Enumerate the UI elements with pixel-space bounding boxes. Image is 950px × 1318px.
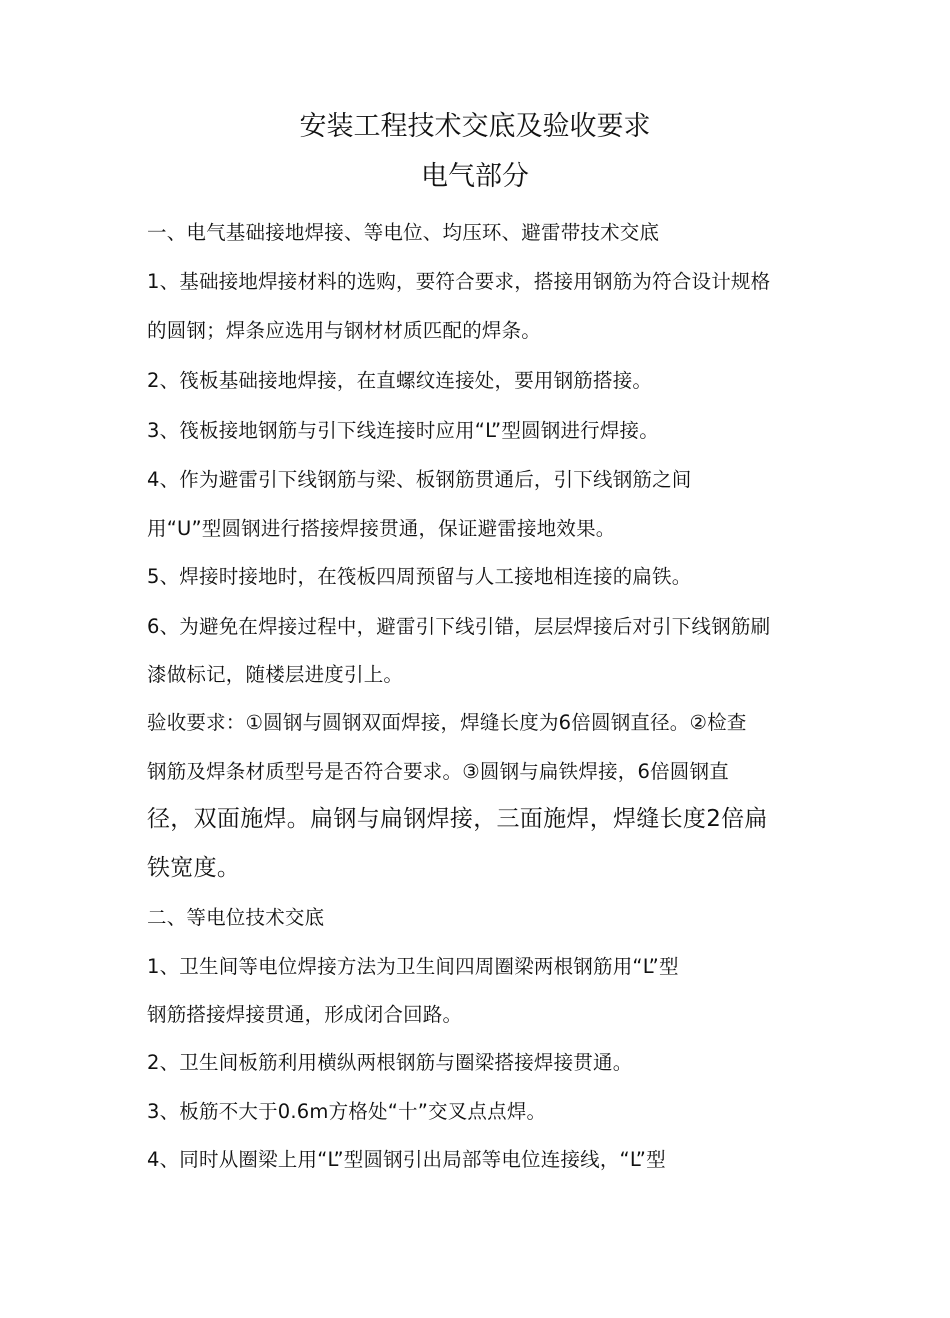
paragraph-line: 用“U”型圆钢进行搭接焊接贯通，保证避雷接地效果。	[147, 517, 616, 540]
acceptance-line: 验收要求：①圆钢与圆钢双面焊接，焊缝长度为6倍圆钢直径。②检查	[147, 711, 747, 734]
paragraph-line: 的圆钢；焊条应选用与钢材材质匹配的焊条。	[147, 319, 542, 342]
section-heading-2: 二、等电位技术交底	[147, 906, 325, 929]
paragraph-line: 1、卫生间等电位焊接方法为卫生间四周圈梁两根钢筋用“L”型	[147, 955, 679, 978]
acceptance-line: 铁宽度。	[147, 855, 241, 881]
paragraph-line: 1、基础接地焊接材料的选购，要符合要求，搭接用钢筋为符合设计规格	[147, 270, 771, 293]
paragraph-line: 2、卫生间板筋利用横纵两根钢筋与圈梁搭接焊接贯通。	[147, 1051, 633, 1074]
paragraph-line: 2、筏板基础接地焊接，在直螺纹连接处，要用钢筋搭接。	[147, 369, 653, 392]
acceptance-line: 径，双面施焊。扁钢与扁钢焊接，三面施焊，焊缝长度2倍扁	[147, 806, 768, 832]
document-title: 安装工程技术交底及验收要求	[299, 111, 651, 142]
paragraph-line: 钢筋搭接焊接贯通，形成闭合回路。	[147, 1003, 463, 1026]
acceptance-line: 钢筋及焊条材质型号是否符合要求。③圆钢与扁铁焊接，6倍圆钢直	[147, 760, 729, 783]
paragraph-line: 6、为避免在焊接过程中，避雷引下线引错，层层焊接后对引下线钢筋刷	[147, 615, 771, 638]
paragraph-line: 4、作为避雷引下线钢筋与梁、板钢筋贯通后，引下线钢筋之间	[147, 468, 692, 491]
paragraph-line: 3、筏板接地钢筋与引下线连接时应用“L”型圆钢进行焊接。	[147, 419, 659, 442]
paragraph-line: 3、板筋不大于0.6m方格处“十”交叉点点焊。	[147, 1100, 547, 1123]
paragraph-line: 4、同时从圈梁上用“L”型圆钢引出局部等电位连接线，“L”型	[147, 1148, 666, 1171]
paragraph-line: 漆做标记，随楼层进度引上。	[147, 663, 404, 686]
paragraph-line: 5、焊接时接地时，在筏板四周预留与人工接地相连接的扁铁。	[147, 565, 692, 588]
section-heading-1: 一、电气基础接地焊接、等电位、均压环、避雷带技术交底	[147, 221, 660, 244]
document-subtitle: 电气部分	[421, 161, 529, 192]
